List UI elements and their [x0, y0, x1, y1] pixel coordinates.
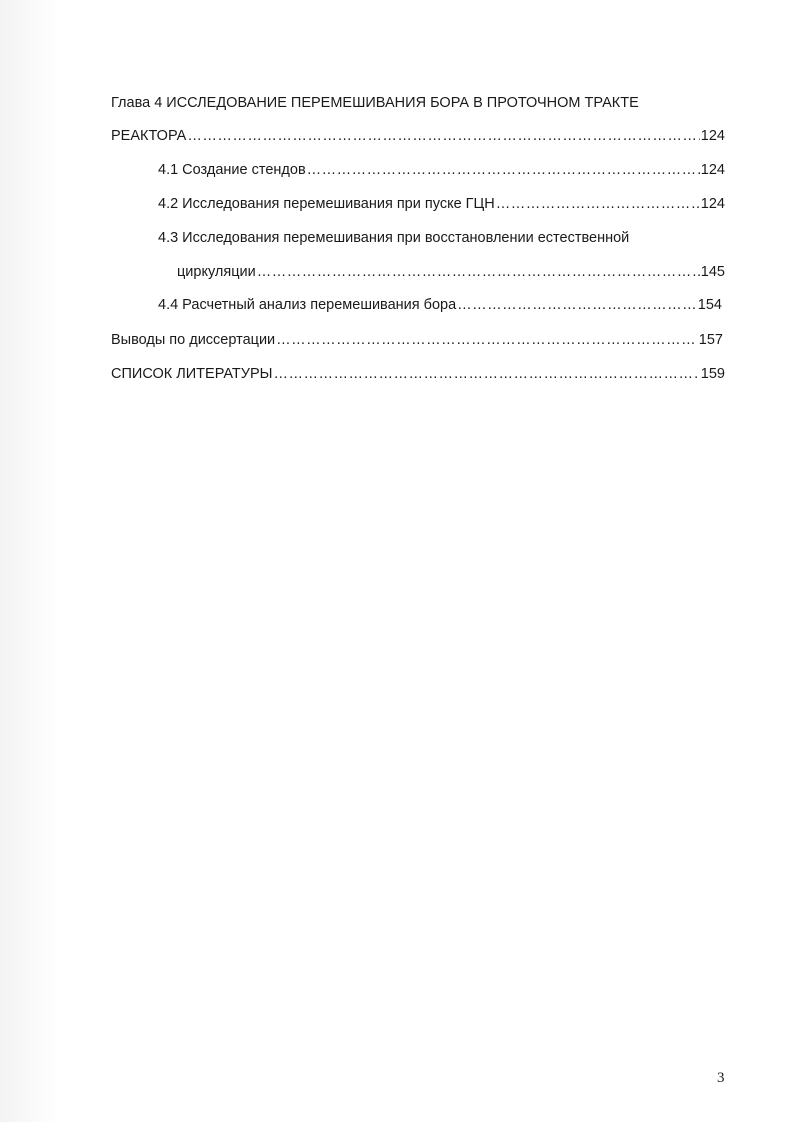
toc-entry-4-3[interactable] — [177, 261, 725, 283]
toc-entry-label: РЕАКТОРА — [111, 128, 187, 144]
toc-entry-label: 4.1 Создание стендов — [158, 162, 306, 178]
toc-entry-chapter-4[interactable] — [111, 125, 725, 147]
toc-page-number: 157 — [698, 332, 723, 348]
dot-leader — [276, 329, 698, 351]
toc-chapter-4-heading: Глава 4 ИССЛЕДОВАНИЕ ПЕРЕМЕШИВАНИЯ БОРА В ПРОТОЧНОМ ТРАКТЕ — [111, 95, 639, 111]
toc-entry-label: 4.2 Исследования перемешивания при пуске ГЦН — [158, 196, 495, 212]
dot-leader — [187, 125, 699, 147]
toc-entry-4-4[interactable] — [158, 294, 722, 316]
toc-page-number: 159 — [700, 366, 725, 382]
toc-page-number: 124 — [700, 162, 725, 178]
toc-section-4-3-heading: 4.3 Исследования перемешивания при восстановлении естественной — [158, 230, 630, 246]
toc-entry-4-1[interactable] — [158, 159, 725, 181]
scan-edge-shadow — [0, 0, 60, 1122]
toc-entry-label: Выводы по диссертации — [111, 332, 276, 348]
dot-leader — [274, 363, 700, 385]
toc-entry-conclusions[interactable] — [111, 329, 723, 351]
dot-leader — [496, 193, 700, 215]
page-number: 3 — [717, 1070, 725, 1086]
dot-leader — [257, 261, 700, 283]
toc-page-number: 124 — [700, 128, 725, 144]
toc-page-number: 145 — [700, 264, 725, 280]
toc-entry-label: СПИСОК ЛИТЕРАТУРЫ — [111, 366, 273, 382]
dot-leader — [457, 294, 697, 316]
toc-entry-label: циркуляции — [177, 264, 256, 280]
toc-entry-references[interactable] — [111, 363, 725, 385]
toc-entry-4-2[interactable] — [158, 193, 725, 215]
toc-page-number: 154 — [697, 297, 722, 313]
toc-entry-label: 4.4 Расчетный анализ перемешивания бора — [158, 297, 457, 313]
toc-page-number: 124 — [700, 196, 725, 212]
dot-leader — [307, 159, 700, 181]
